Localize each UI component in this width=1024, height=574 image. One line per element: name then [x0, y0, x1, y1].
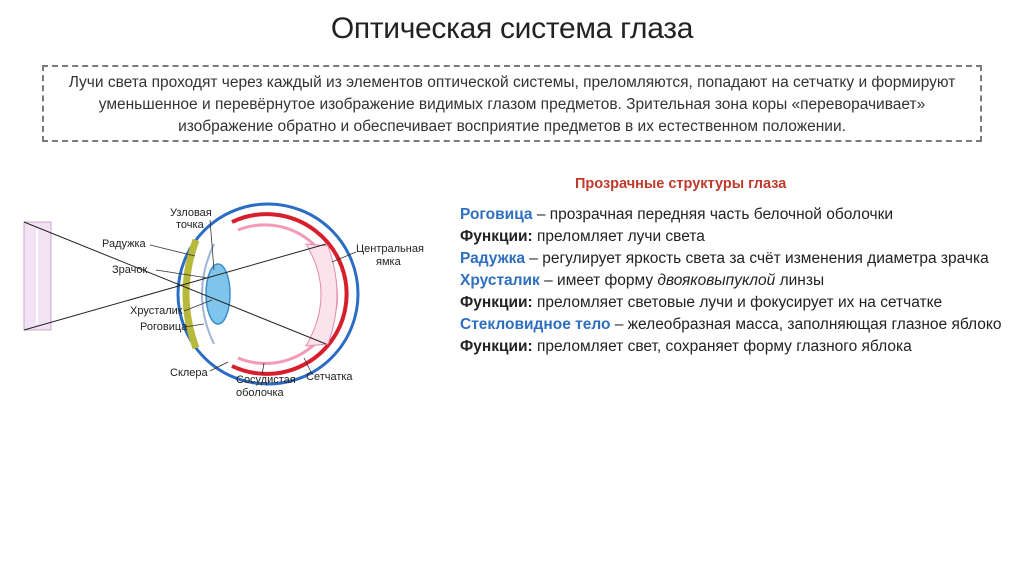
lens-function: преломляет световые лучи и фокусирует их на сетчатке — [532, 294, 943, 311]
label-nodal-point-2: точка — [176, 219, 204, 231]
label-choroid: Сосудистая — [236, 374, 296, 386]
iris-term: Радужка — [460, 250, 525, 267]
cornea-function: преломляет лучи света — [532, 228, 705, 245]
lens-shape — [206, 264, 230, 324]
label-lens: Хрусталик — [130, 305, 183, 317]
label-retina: Сетчатка — [306, 371, 353, 383]
label-sclera: Склера — [170, 367, 208, 379]
eye-diagram — [0, 170, 450, 430]
vitreous-line — [460, 314, 1005, 336]
lens-desc-2: линзы — [775, 272, 825, 289]
lens-function-line — [460, 292, 1005, 314]
label-fovea-2: ямка — [376, 256, 401, 268]
lens-term: Хрусталик — [460, 272, 540, 289]
label-iris: Радужка — [102, 238, 146, 250]
label-cornea: Роговица — [140, 321, 188, 333]
intro-box: Лучи света проходят через каждый из элементов оптической системы, преломляются, попадают на сетчатку и формируют уменьшенное и перевёрнутое изображение видимых глазом предметов. Зрительная зона коры «переворачивает» изображение обратно и обеспечивает восприятие предметов в их естественном положении. — [42, 65, 982, 142]
label-pupil: Зрачок — [112, 264, 148, 276]
lens-desc-1: – имеет форму — [539, 272, 658, 289]
vitreous-function: преломляет свет, сохраняет форму глазного яблока — [532, 338, 912, 355]
vitreous-desc: – желеобразная масса, заполняющая глазное яблоко — [610, 316, 1002, 333]
lens-line — [460, 270, 1005, 292]
page-title: Оптическая система глаза — [330, 12, 694, 45]
vitreous-function-line — [460, 336, 1005, 358]
lens-desc-italic: двояковыпуклой — [657, 272, 776, 289]
structures-list — [460, 204, 1005, 358]
functions-label: Функции: — [460, 338, 533, 355]
cornea-desc: – прозрачная передняя часть белочной оболочки — [532, 206, 894, 223]
label-fovea: Центральная — [356, 243, 424, 255]
cornea-term: Роговица — [460, 206, 533, 223]
iris-line — [460, 248, 1005, 270]
label-choroid-2: оболочка — [236, 387, 284, 399]
functions-label: Функции: — [460, 294, 533, 311]
functions-label: Функции: — [460, 228, 533, 245]
cornea-function-line — [460, 226, 1005, 248]
label-nodal-point: Узловая — [170, 207, 212, 219]
structures-heading: Прозрачные структуры глаза — [575, 176, 787, 192]
iris-desc: – регулирует яркость света за счёт изменения диаметра зрачка — [524, 250, 989, 267]
vitreous-term: Стекловидное тело — [460, 316, 611, 333]
cornea-line — [460, 204, 1005, 226]
